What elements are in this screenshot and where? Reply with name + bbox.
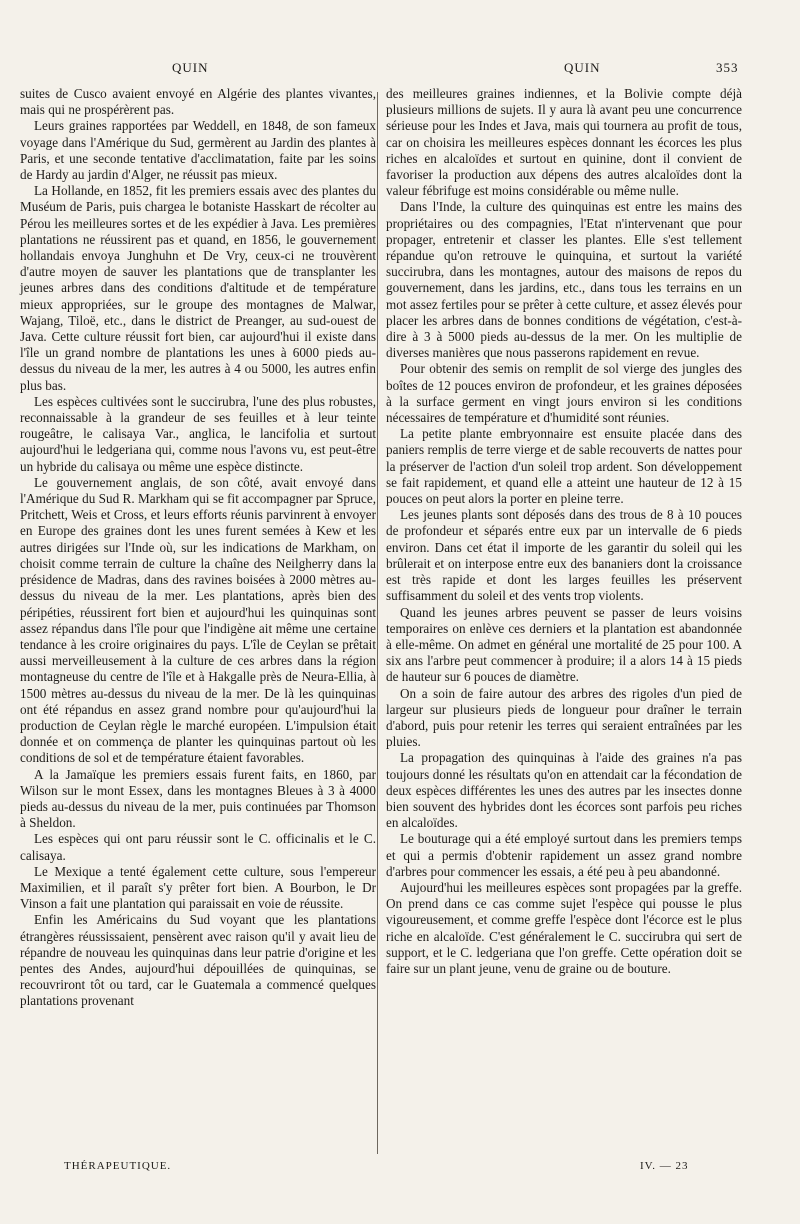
paragraph: Le gouvernement anglais, de son côté, avait envoyé dans l'Amérique du Sud R. Markham qui se fit accompagner par Spruce, Pritchett, Weis et Cross, et leurs efforts réunis parvinrent à envoyer en Europe des graines dont les unes furent semées à Kew et les autres dirigées sur l'Inde où, sur les indications de Markham, on choisit comme terrain de culture la chaîne des Neilgherry dans la présidence de Madras, dans des ravines boisées à 2000 mètres au-dessus du niveau de la mer. Les plantations, après bien des péripéties, réussirent fort bien et aujourd'hui les quinquinas sont assez répandus dans l'île pour que l'indigène ait même une certaine tendance à les croire originaires du pays. L'île de Ceylan se prêtait aussi merveilleusement à la culture de ces arbres dans la région montagneuse du centre de l'île et à Hakgalle près de Neura-Ellia, à 1500 mètres au-dessus du niveau de la mer. De là les quinquinas ont été répandus en assez grand nombre pour qu'aujourd'hui la production de Ceylan règle le marché européen. L'impulsion était donnée et on commença de planter les quinquinas partout où les conditions de sol et de température étaient favorables.: [20, 474, 376, 766]
left-column: [20, 86, 376, 1010]
paragraph: Quand les jeunes arbres peuvent se passer de leurs voisins temporaires on enlève ces derniers et la plantation est abandonnée à elle-même. On admet en général une mortalité de 25 pour 100. A six ans l'arbre peut commencer à produire; il a alors 14 à 15 pieds de hauteur sur 6 pouces de diamètre.: [386, 604, 742, 685]
paragraph: Pour obtenir des semis on remplit de sol vierge des jungles des boîtes de 12 pouces environ de profondeur, et les graines déposées à la surface germent en vingt jours environ si les conditions nécessaires de température et d'humidité sont réunies.: [386, 361, 742, 426]
paragraph: Aujourd'hui les meilleures espèces sont propagées par la greffe. On prend dans ce cas comme sujet l'espèce qui pousse le plus vigoureusement, et comme greffe l'espèce dont l'écorce est le plus riche en alcaloïde. C'est généralement le C. succirubra qui sert de support, et le C. ledgeriana que l'on greffe. Cette opération doit se faire sur un plant jeune, venu de graine ou de bouture.: [386, 879, 742, 976]
paragraph: Les espèces cultivées sont le succirubra, l'une des plus robustes, reconnaissable à la grandeur de ses feuilles et à leur teinte rougeâtre, le calisaya Var., anglica, le lancifolia et surtout aujourd'hui le ledgeriana qui, comme nous l'avons vu, est peut-être un hybride du calisaya ou même une espèce distincte.: [20, 393, 376, 474]
paragraph: Dans l'Inde, la culture des quinquinas est entre les mains des propriétaires ou des compagnies, l'Etat n'intervenant que pour propager, entretenir et classer les plantes. Elle s'est tellement répandue qu'on retrouve le quinquina, et surtout la variété succirubra, dans les montagnes, autour des maisons de repos du gouvernement, dans les jardins, etc., dans tous les terrains en un mot assez fertiles pour se prêter à cette culture, et assez élevés pour placer les arbres dans de bonnes conditions de végétation, c'est-à-dire à 3 à 5000 pieds au-dessus de la mer. On les multiplie de diverses manières que nous passerons rapidement en revue.: [386, 199, 742, 361]
paragraph: On a soin de faire autour des arbres des rigoles d'un pied de largeur sur plusieurs pieds de longueur pour draîner le terrain d'abord, puis pour retenir les terres qui seraient entraînées par les pluies.: [386, 685, 742, 750]
paragraph: Les espèces qui ont paru réussir sont le C. officinalis et le C. calisaya.: [20, 831, 376, 863]
running-header-left: QUIN: [172, 60, 209, 75]
running-header-right: QUIN: [564, 60, 601, 75]
paragraph: La Hollande, en 1852, fit les premiers essais avec des plantes du Muséum de Paris, puis chargea le botaniste Hasskart de récolter au Pérou les meilleures sortes et de les expédier à Java. Les premières plantations ne réussirent pas et quand, en 1856, le gouvernement hollandais envoya Junghuhn et De Vry, ceux-ci ne trouvèrent d'autre moyen de sauver les plantations que de transplanter les jeunes arbres dans des conditions d'altitude et de température mieux appropriées, sur le groupe des montagnes de Malwar, Wajang, Tiloë, etc., dans le district de Preanger, au sud-ouest de Java. Cette culture réussit fort bien, car aujourd'hui il existe dans l'île un grand nombre de plantations les unes à 6000 pieds au-dessus du niveau de la mer, les autres à 4 ou 5000, les autres enfin plus bas.: [20, 183, 376, 393]
paragraph: des meilleures graines indiennes, et la Bolivie compte déjà plusieurs millions de sujets. Il y aura là avant peu une concurrence sérieuse pour les Indes et Java, mais qui tournera au profit de tous, car on choisira les meilleures espèces donnant les écorces les plus riches en alcaloïdes et surtout en quinine, dont il convient de favoriser la production aux dépens des autres alcaloïdes dont la valeur fébrifuge est moins considérable ou même nulle.: [386, 86, 742, 199]
footer-left: THÉRAPEUTIQUE.: [64, 1160, 172, 1172]
paragraph: La petite plante embryonnaire est ensuite placée dans des paniers remplis de terre vierge et de sable recouverts de nattes pour la préserver de l'action d'un soleil trop ardent. Son développement se fait rapidement, et quand elle a atteint une hauteur de 12 à 15 pouces on peut alors la porter en pleine terre.: [386, 426, 742, 507]
right-column: [386, 86, 742, 977]
page-number: 353: [716, 60, 739, 75]
paragraph: Leurs graines rapportées par Weddell, en 1848, de son fameux voyage dans l'Amérique du Sud, germèrent au Jardin des plantes à Paris, et une seconde tentative d'acclimatation, faite par les soins de Hardy au jardin d'Alger, ne réussit pas mieux.: [20, 118, 376, 183]
column-divider: [377, 92, 378, 1154]
paragraph: Enfin les Américains du Sud voyant que les plantations étrangères réussissaient, pensèrent avec raison qu'il y avait lieu de répandre de nouveau les quinquinas dans leur patrie d'origine et les pentes des Andes, aujourd'hui dépouillées de quinquinas, se recouvriront tôt ou tard, car le Guatemala a commencé quelques plantations provenant: [20, 912, 376, 1009]
paragraph: Le bouturage qui a été employé surtout dans les premiers temps et qui a permis d'obtenir rapidement un assez grand nombre d'arbres pour commencer les essais, a été peu à peu abandonné.: [386, 831, 742, 879]
paragraph: La propagation des quinquinas à l'aide des graines n'a pas toujours donné les résultats qu'on en attendait car la fécondation de deux espèces différentes les unes des autres par les insectes donne bien souvent des hybrides dont les écorces sont parfois peu riches en alcaloïdes.: [386, 750, 742, 831]
paragraph: Le Mexique a tenté également cette culture, sous l'empereur Maximilien, et il paraît s'y prêter fort bien. A Bourbon, le Dr Vinson a fait une plantation qui paraissait en voie de réussite.: [20, 863, 376, 912]
footer-right: IV. — 23: [640, 1160, 689, 1172]
paragraph: suites de Cusco avaient envoyé en Algérie des plantes vivantes, mais qui ne prospérèrent pas.: [20, 86, 376, 118]
paragraph: Les jeunes plants sont déposés dans des trous de 8 à 10 pouces de profondeur et séparés entre eux par un intervalle de 6 pieds environ. Dans cet état il importe de les garantir du soleil qui les brûlerait et on interpose entre eux des bananiers dont la croissance est très rapide et dont les larges feuilles les préservent suffisamment du soleil et des vents trop violents.: [386, 507, 742, 604]
paragraph: A la Jamaïque les premiers essais furent faits, en 1860, par Wilson sur le mont Essex, dans les montagnes Bleues à 3 à 4000 pieds au-dessus du niveau de la mer, puis continuées par Thomson à Sheldon.: [20, 766, 376, 831]
